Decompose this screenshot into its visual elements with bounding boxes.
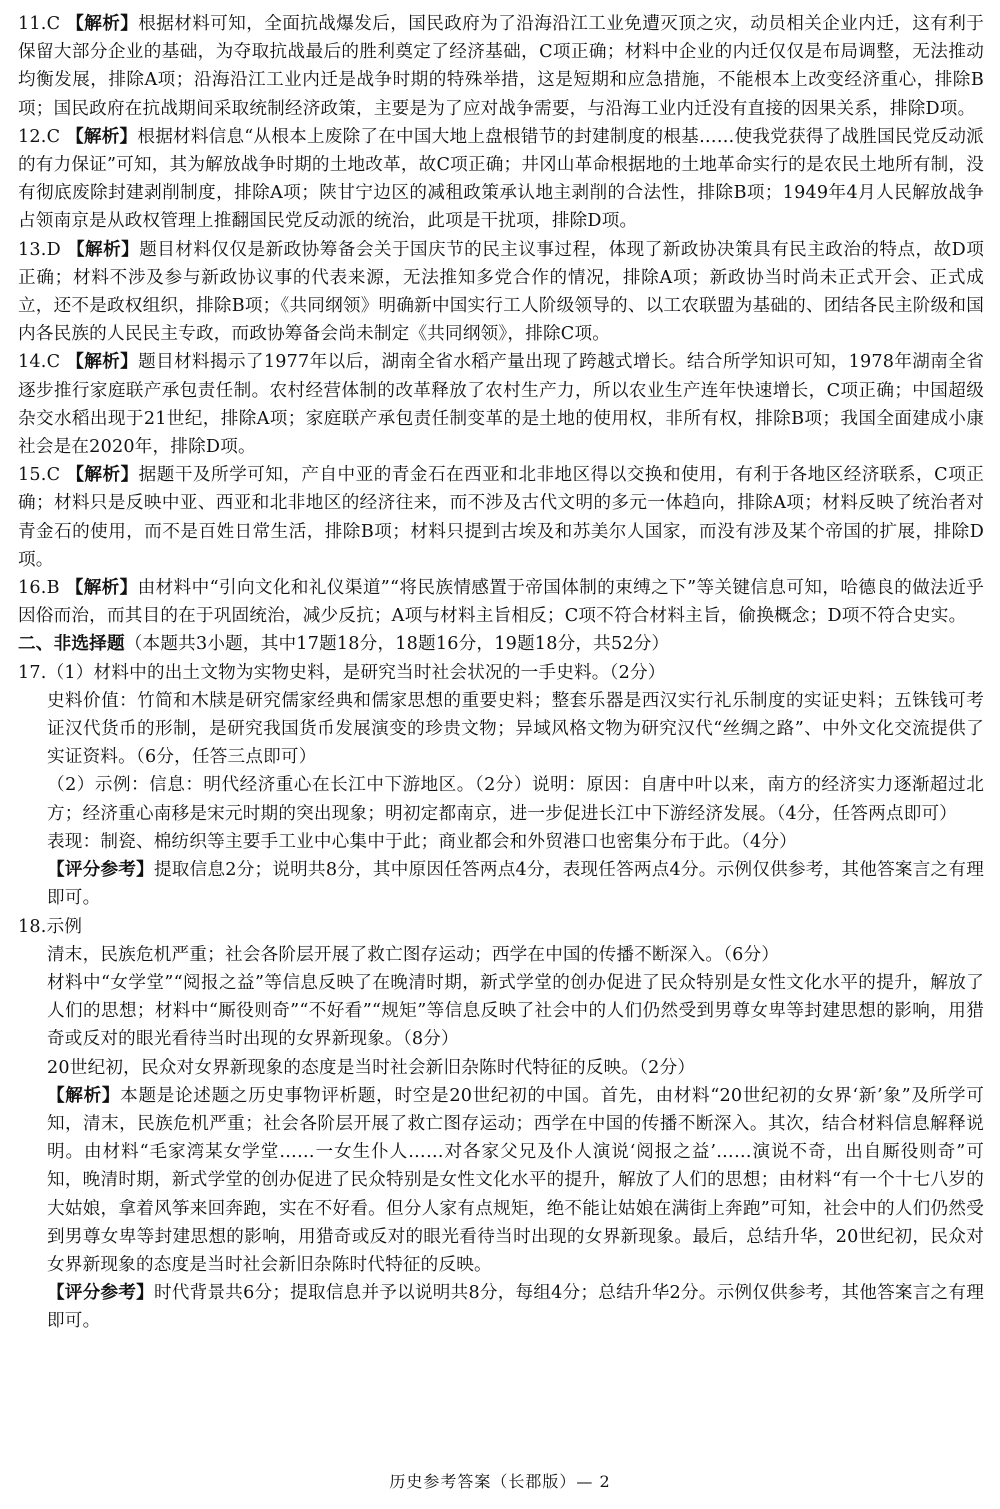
answer-item-15: 15.C 【解析】据题干及所学可知，产自中亚的青金石在西亚和北非地区得以交换和使用，有利于各地区经济联系，C项正确；材料只是反映中亚、西亚和北非地区的经济往来，而不涉及古代文明的多元一体趋向，排除A项；材料反映了统治者对青金石的使用，而不是百姓日常生活，排除B项；材料只提到古埃及和苏美尔人国家，而没有涉及某个帝国的扩展，排除D项。: [18, 464, 984, 570]
analysis-tag: 【解析】: [66, 464, 139, 486]
q18-analysis: 【解析】本题是论述题之历史事物评析题，时空是20世纪初的中国。首先，由材料“20世纪初的女界‘新’象”及所学可知，清末，民族危机严重；社会各阶层开展了救亡图存运动；西学在中国的传播不断深入。其次，结合材料信息解释说明。由材料“毛家湾某女学堂……一女生仆人……对各家父兄及仆人演说‘阅报之益’……演说不奇，出自厮役则奇”可知，晚清时期，新式学堂的创办促进了民众特别是女性文化水平的提升，解放了人们的思想；由材料“有一个十七八岁的大姑娘，拿着风筝来回奔跑，实在不好看。但分人家有点规矩，绝不能让姑娘在满街上奔跑”可知，社会中的人们仍然受到男尊女卑等封建思想的影响，用猎奇或反对的眼光看待当时出现的女界新现象。最后，总结升华，20世纪初，民众对女界新现象的态度是当时社会新旧杂陈时代特征的反映。: [47, 1084, 984, 1275]
analysis-tag: 【解析】: [66, 13, 139, 34]
q17-manifestation: 表现：制瓷、棉纺织等主要手工业中心集中于此；商业都会和外贸港口也密集分布于此。（4分）: [47, 831, 797, 852]
q18-conclusion: 20世纪初，民众对女界新现象的态度是当时社会新旧杂陈时代特征的反映。（2分）: [47, 1057, 696, 1078]
answer-page: [18, 10, 984, 1336]
q18-scoring: 【评分参考】时代背景共6分；提取信息并予以说明共8分，每组4分；总结升华2分。示例仅供参考，其他答案言之有理即可。: [47, 1282, 984, 1332]
scoring-tag: 【评分参考】: [47, 1282, 154, 1304]
q18-explanation: 材料中“女学堂”“阅报之益”等信息反映了在晚清时期，新式学堂的创办促进了民众特别是女性文化水平的提升，解放了人们的思想；材料中“厮役则奇”“不好看”“规矩”等信息反映了社会中的人们仍然受到男尊女卑等封建思想的影响，用猎奇或反对的眼光看待当时出现的女界新现象。（8分）: [47, 972, 984, 1050]
analysis-tag: 【解析】: [47, 1084, 121, 1106]
q18-background: 清末，民族危机严重；社会各阶层开展了救亡图存运动；西学在中国的传播不断深入。（6分）: [47, 944, 780, 965]
analysis-tag: 【解析】: [66, 125, 138, 147]
answer-item-13: 13.D 【解析】题目材料仅仅是新政协筹备会关于国庆节的民主议事过程，体现了新政协决策具有民主政治的特点，故D项正确；材料不涉及参与新政协议事的代表来源，无法推知多党合作的情况，排除A项；新政协当时尚未正式开会、正式成立，还不是政权组织，排除B项；《共同纲领》明确新中国实行工人阶级领导的、以工农联盟为基础的、团结各民主阶级和国内各民族的人民民主专政，而政协筹备会尚未制定《共同纲领》，排除C项。: [18, 238, 984, 345]
q17-part2: （2）示例：信息：明代经济重心在长江中下游地区。（2分）说明：原因：自唐中叶以来，南方的经济实力逐渐超过北方；经济重心南移是宋元时期的突出现象；明初定都南京，进一步促进长江中下游经济发展。（4分，任答两点即可）: [47, 775, 984, 824]
section-heading: [18, 630, 984, 658]
analysis-tag: 【解析】: [66, 351, 139, 373]
section-title: 二、非选择题: [18, 633, 125, 655]
q17-scoring: 【评分参考】提取信息2分；说明共8分，其中原因任答两点4分，表现任答两点4分。示例仅供参考，其他答案言之有理即可。: [47, 859, 984, 909]
q17-part1: 17.（1）材料中的出土文物为实物史料，是研究当时社会状况的一手史料。（2分）: [18, 662, 666, 683]
q17-source-value: 史料价值：竹简和木牍是研究儒家经典和儒家思想的重要史料；整套乐器是西汉实行礼乐制度的实证史料；五铢钱可考证汉代货币的形制，是研究我国货币发展演变的珍贵文物；异域风格文物为研究汉代“丝绸之路”、中外文化交流提供了实证资料。（6分，任答三点即可）: [47, 690, 984, 768]
q18-heading: 18.示例: [18, 916, 83, 937]
analysis-tag: 【解析】: [66, 238, 140, 260]
page-footer: 历史参考答案（长郡版）— 2: [389, 1472, 611, 1491]
analysis-tag: 【解析】: [65, 577, 138, 599]
answer-item-14: 14.C 【解析】题目材料揭示了1977年以后，湖南全省水稻产量出现了跨越式增长。结合所学知识可知，1978年湖南全省逐步推行家庭联产承包责任制。农村经营体制的改革释放了农村生产力，所以农业生产连年快速增长，C项正确；中国超级杂交水稻出现于21世纪，排除A项；家庭联产承包责任制变革的是土地的使用权，非所有权，排除B项；我国全面建成小康社会是在2020年，排除D项。: [18, 351, 984, 458]
section-note: （本题共3小题，其中17题18分，18题16分，19题18分，共52分）: [124, 634, 670, 655]
answer-item-11: 11.C 【解析】根据材料可知，全面抗战爆发后，国民政府为了沿海沿江工业免遭灭顶之灾，动员相关企业内迁，这有利于保留大部分企业的基础，为夺取抗战最后的胜利奠定了经济基础，C项正确；材料中企业的内迁仅仅是布局调整，无法推动均衡发展，排除A项；沿海沿江工业内迁是战争时期的特殊举措，这是短期和应急措施，不能根本上改变经济重心，排除B项；国民政府在抗战期间采取统制经济政策，主要是为了应对战争需要，与沿海工业内迁没有直接的因果关系，排除D项。: [18, 13, 984, 119]
answer-item-16: 16.B 【解析】由材料中“引向文化和礼仪渠道”“将民族情感置于帝国体制的束缚之下”等关键信息可知，哈德良的做法近乎因俗而治，而其目的在于巩固统治，减少反抗；A项与材料主旨相反；C项不符合材料主旨，偷换概念；D项不符合史实。: [18, 577, 984, 627]
answer-item-12: 12.C 【解析】根据材料信息“从根本上废除了在中国大地上盘根错节的封建制度的根基……使我党获得了战胜国民党反动派的有力保证”可知，其为解放战争时期的土地改革，故C项正确；井冈山革命根据地的土地革命实行的是农民土地所有制，没有彻底废除封建剥削制度，排除A项；陕甘宁边区的减租政策承认地主剥削的合法性，排除B项；1949年4月人民解放战争占领南京是从政权管理上推翻国民党反动派的统治，此项是干扰项，排除D项。: [18, 125, 984, 232]
scoring-tag: 【评分参考】: [47, 859, 154, 881]
